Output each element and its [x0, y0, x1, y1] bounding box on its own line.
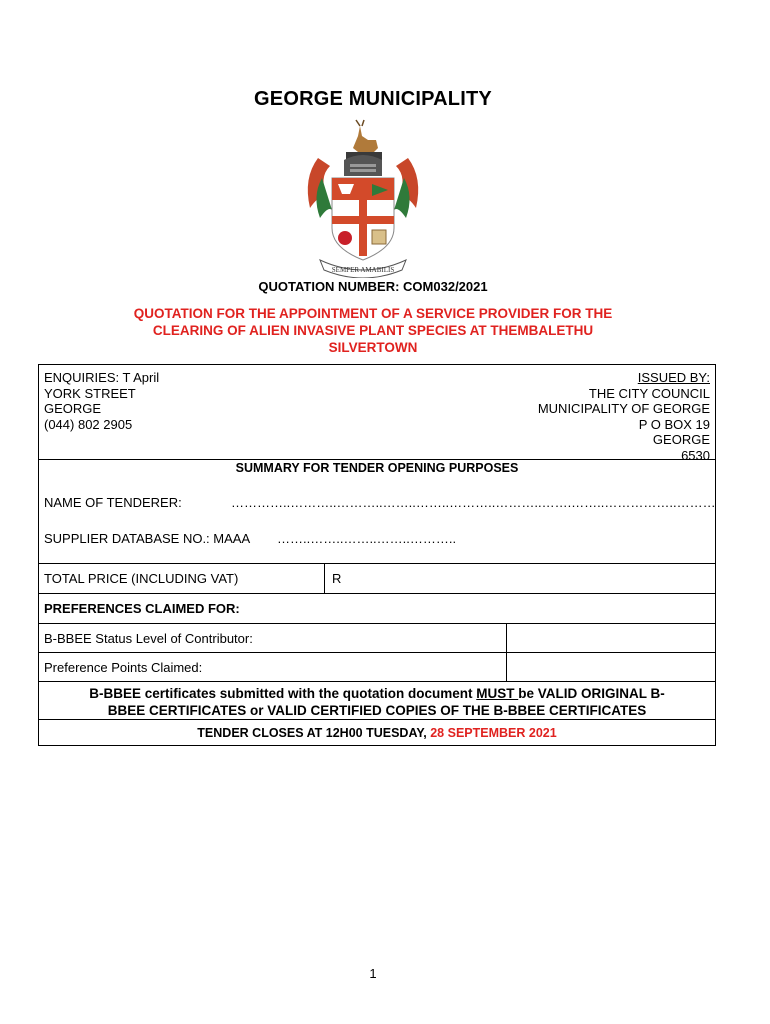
tenderer-name-label: NAME OF TENDERER: [44, 495, 182, 510]
coat-of-arms-logo [298, 118, 428, 278]
issuer-line: THE CITY COUNCIL [588, 385, 710, 401]
divider [39, 563, 715, 564]
preference-points-label: Preference Points Claimed: [44, 660, 203, 675]
bbbee-notice-emphasis: MUST [476, 686, 519, 701]
divider [39, 652, 715, 653]
issuer-postal-code: 6530 [681, 447, 710, 463]
bbbee-notice [41, 685, 713, 719]
bbbee-status-field[interactable] [511, 627, 707, 649]
issued-by-block [538, 370, 710, 463]
preference-points-field[interactable] [511, 656, 707, 678]
summary-heading: SUMMARY FOR TENDER OPENING PURPOSES [235, 461, 519, 475]
preferences-heading: PREFERENCES CLAIMED FOR: [44, 601, 240, 616]
tender-closing-notice [39, 726, 715, 740]
divider [39, 593, 715, 594]
tender-summary-form [38, 364, 716, 746]
quotation-number: QUOTATION NUMBER: COM032/2021 [258, 279, 488, 294]
quotation-title [80, 305, 666, 356]
divider [39, 459, 715, 460]
issued-by-label: ISSUED BY: [637, 370, 710, 385]
quotation-title-line: CLEARING OF ALIEN INVASIVE PLANT SPECIES AT THEMBALETHU [152, 323, 594, 338]
crest-motto: SEMPER AMABILIS [331, 266, 395, 274]
closing-time-text: TENDER CLOSES AT 12H00 TUESDAY, [197, 726, 431, 740]
enquiries-contact: ENQUIRIES: T April [44, 370, 160, 385]
bbbee-notice-line [41, 685, 713, 702]
closing-date: 28 SEPTEMBER 2021 [430, 726, 557, 740]
tenderer-name-field[interactable]: …………..………..………..……..……..………..………..…….……..……………..……… [231, 495, 716, 510]
enquiries-block [44, 370, 159, 432]
bbbee-notice-text: be VALID ORIGINAL B- [518, 686, 665, 701]
issuer-line: P O BOX 19 [638, 416, 710, 432]
divider [39, 623, 715, 624]
quotation-title-line: QUOTATION FOR THE APPOINTMENT OF A SERVICE PROVIDER FOR THE [133, 306, 613, 321]
divider [324, 563, 325, 593]
supplier-database-label: SUPPLIER DATABASE NO.: MAAA [44, 531, 251, 546]
divider [39, 719, 715, 720]
enquiries-town: GEORGE [44, 401, 102, 416]
total-price-label: TOTAL PRICE (INCLUDING VAT) [44, 571, 239, 586]
divider [39, 681, 715, 682]
bbbee-notice-line: BBEE CERTIFICATES or VALID CERTIFIED COPIES OF THE B-BBEE CERTIFICATES [107, 703, 647, 718]
issuer-line: GEORGE [652, 432, 710, 447]
enquiries-street: YORK STREET [44, 385, 136, 401]
enquiries-phone: (044) 802 2905 [44, 416, 133, 432]
issuer-line: MUNICIPALITY OF GEORGE [537, 401, 710, 416]
bbbee-notice-text: B-BBEE certificates submitted with the quotation document [89, 686, 477, 701]
quotation-title-line: SILVERTOWN [328, 340, 418, 355]
total-price-field[interactable]: R [332, 571, 342, 586]
page-number: 1 [369, 966, 377, 981]
supplier-database-field[interactable]: ……..……..……..……..……….. [277, 531, 457, 546]
page-title: GEORGE MUNICIPALITY [254, 88, 492, 110]
bbbee-status-label: B-BBEE Status Level of Contributor: [44, 631, 253, 646]
